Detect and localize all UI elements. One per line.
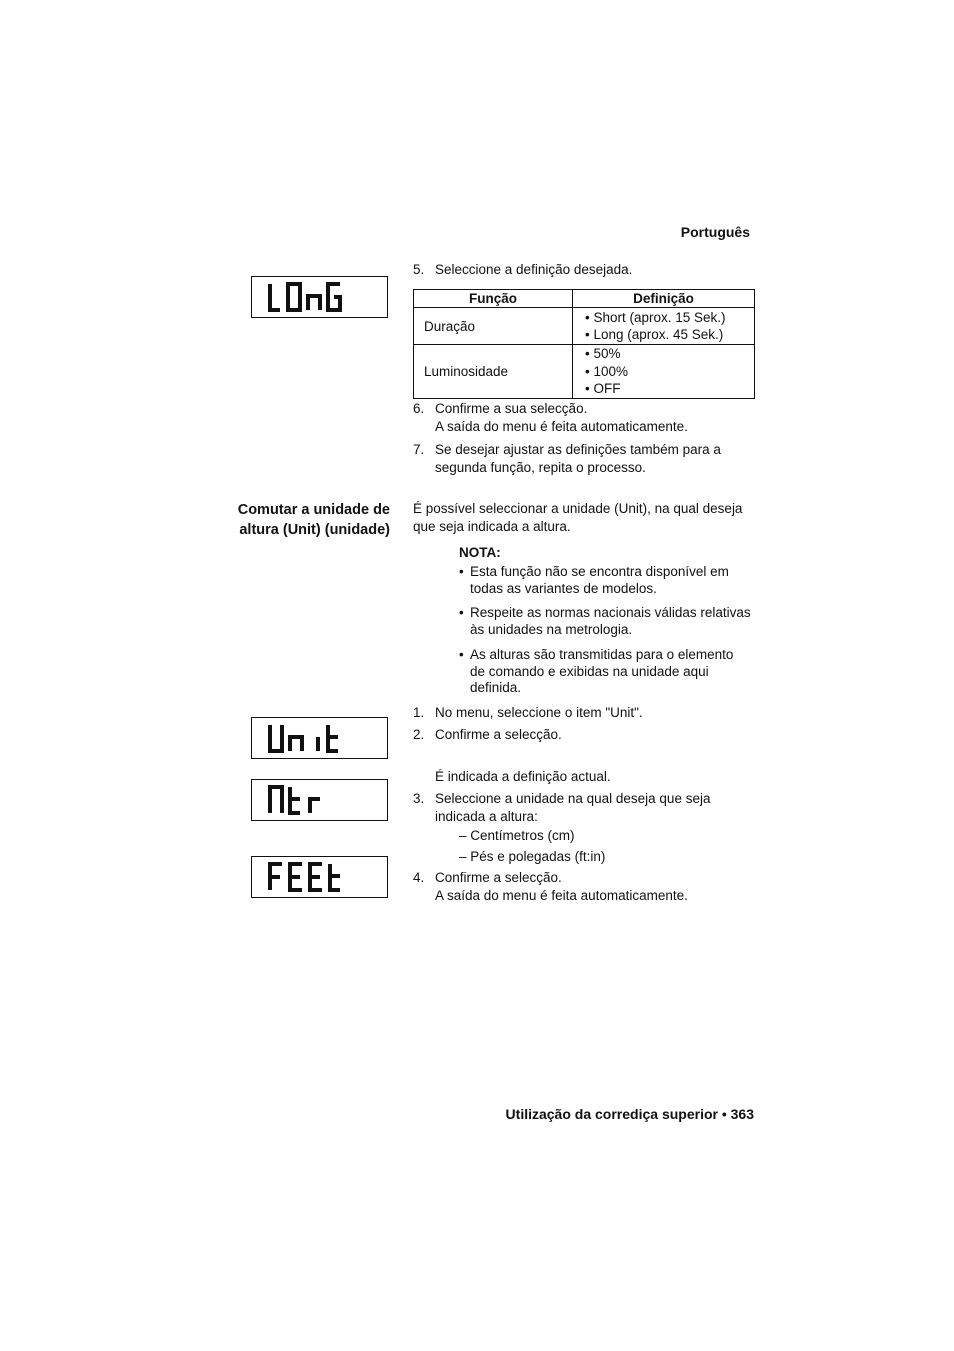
table-cell-options: • Short (aprox. 15 Sek.) • Long (aprox. 45 Sek.): [573, 308, 755, 345]
step-text: Confirme a selecção.: [435, 727, 562, 742]
lcd-mtr-segments: [266, 785, 376, 815]
step-text: indicada a altura:: [435, 809, 538, 824]
col-header-definition: Definição: [573, 290, 755, 308]
lcd-long-segments: [266, 282, 376, 312]
table-cell-function: Luminosidade: [414, 345, 573, 399]
lcd-display-long: [251, 276, 388, 318]
note-item: • Esta função não se encontra disponível em todas as variantes de modelos.: [459, 564, 729, 596]
step-text: Seleccione a unidade na qual deseja que seja: [435, 791, 711, 806]
step-number: 2.: [413, 727, 425, 742]
page-footer: Utilização da corrediça superior • 363: [505, 1106, 754, 1122]
table-cell-function: Duração: [414, 308, 573, 345]
step-4: [413, 869, 758, 905]
lcd-display-feet: [251, 856, 388, 898]
lcd-feet-segments: [266, 862, 376, 892]
step-result: [413, 768, 758, 786]
step-5: [413, 261, 758, 279]
step-text: Se desejar ajustar as definições também para a: [435, 442, 721, 457]
step-number: 1.: [413, 705, 425, 720]
table-cell-options: • 50% • 100% • OFF: [573, 345, 755, 399]
unit-option-cm: – Centímetros (cm): [459, 828, 575, 843]
note-item: • As alturas são transmitidas para o elemento de comando e exibidas na unidade aqui definida.: [459, 647, 734, 695]
step-number: 4.: [413, 870, 425, 885]
step-6: [413, 400, 758, 436]
lcd-display-mtr: [251, 779, 388, 821]
step-1: [413, 704, 758, 722]
step-text: No menu, seleccione o item "Unit".: [435, 705, 643, 720]
step-text: Seleccione a definição desejada.: [435, 262, 633, 277]
section-intro: É possível seleccionar a unidade (Unit), na qual deseja que seja indicada a altura.: [413, 501, 743, 534]
step-number: 3.: [413, 791, 425, 806]
step-7: [413, 441, 758, 477]
step-3: [413, 790, 758, 826]
step-text: segunda função, repita o processo.: [435, 460, 646, 475]
unit-option-ftin: – Pés e polegadas (ft:in): [459, 849, 606, 864]
table-row: [414, 345, 755, 399]
step-text: A saída do menu é feita automaticamente.: [435, 419, 688, 434]
note-title: NOTA:: [459, 545, 501, 560]
col-header-function: Função: [414, 290, 573, 308]
step-text: É indicada a definição actual.: [435, 769, 611, 784]
step-text: Confirme a sua selecção.: [435, 401, 588, 416]
language-label: Português: [680, 224, 750, 240]
table-header-row: [414, 290, 755, 308]
step-2: [413, 726, 758, 744]
note-item: • Respeite as normas nacionais válidas relativas às unidades na metrologia.: [459, 605, 751, 637]
step-number: 5.: [413, 262, 425, 277]
step-text: A saída do menu é feita automaticamente.: [435, 888, 688, 903]
lcd-unit-segments: [266, 723, 376, 753]
step-number: 6.: [413, 401, 425, 416]
step-text: Confirme a selecção.: [435, 870, 562, 885]
step-number: 7.: [413, 442, 425, 457]
lcd-display-unit: [251, 717, 388, 759]
section-heading: Comutar a unidade de altura (Unit) (unidade): [237, 502, 390, 538]
settings-table: [413, 289, 755, 399]
table-row: [414, 308, 755, 345]
